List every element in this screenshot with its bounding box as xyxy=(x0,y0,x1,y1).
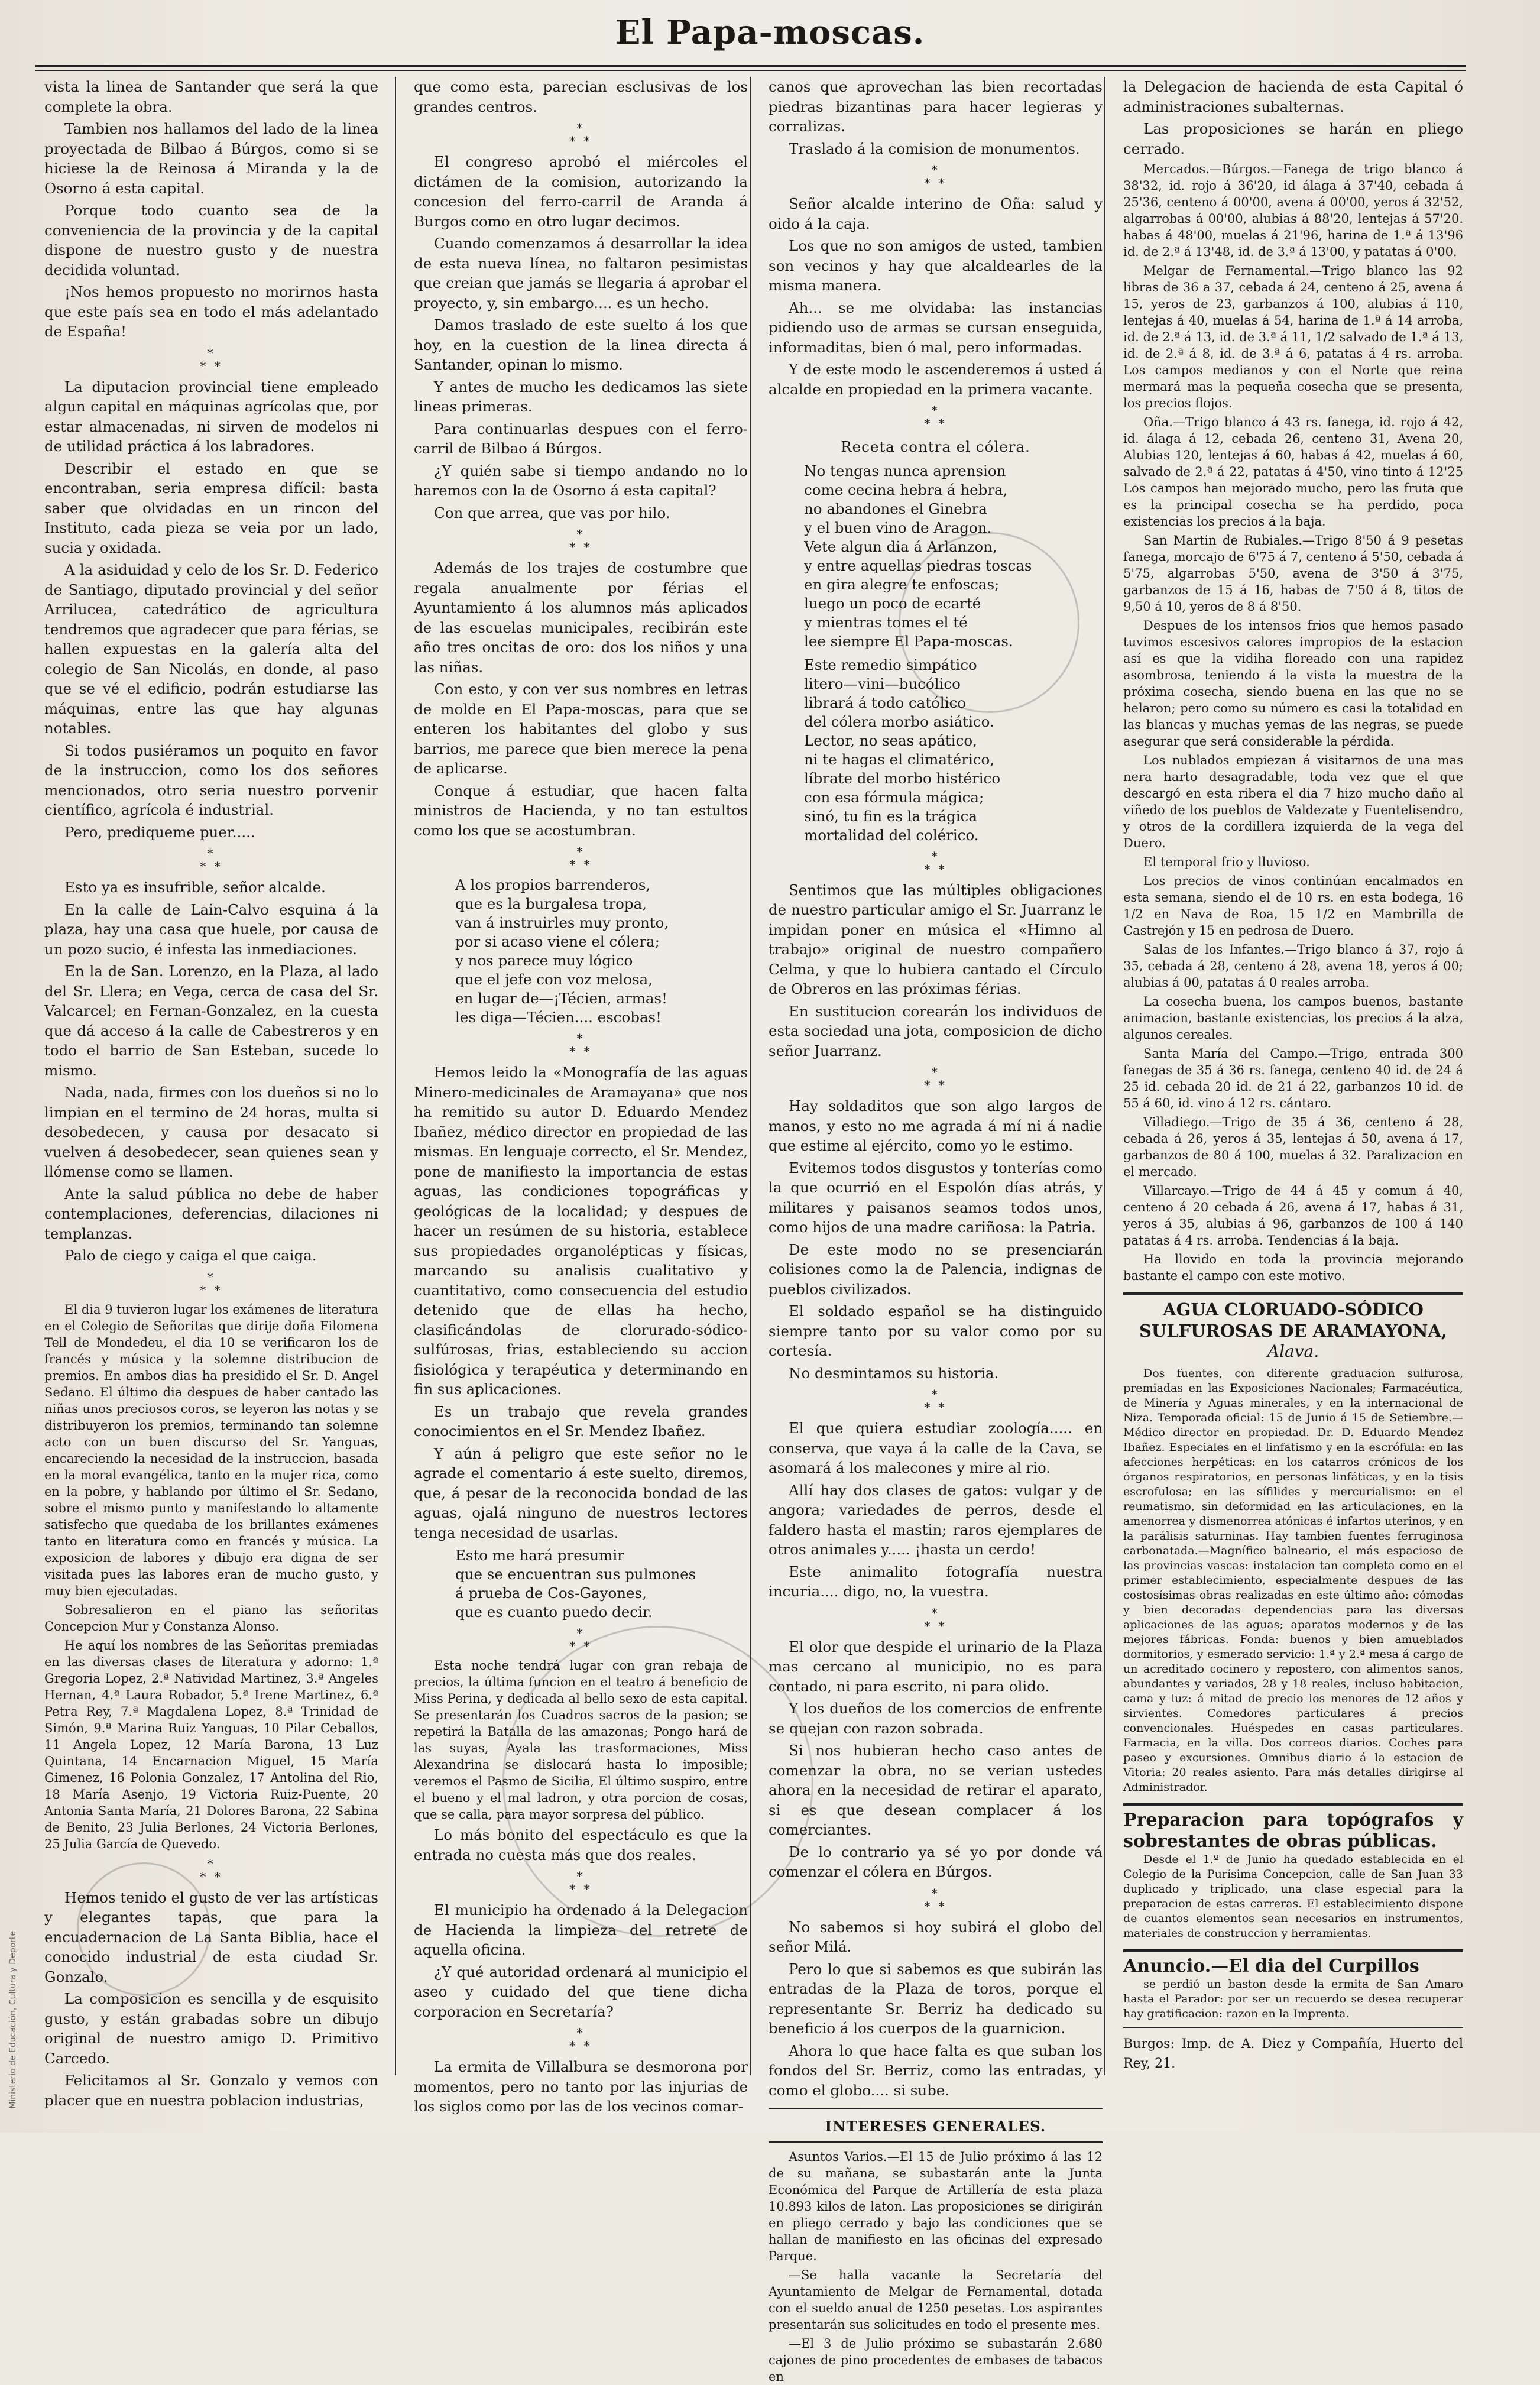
verse-line: Lector, no seas apático, xyxy=(804,731,977,749)
market-report: Despues de los intensos frios que hemos pasado tuvimos escesivos calores impropios de la estacion así es que la vidiha floreado con una rapidez asombrosa, teniendo á la vista la muestra de la próxima cosecha, siendo buena en las que no se helaron; pero como su número es casi la totalidad en las blancas y muchas yemas de las negras, se puede asegurar que será considerable la pérdida. xyxy=(1123,618,1463,748)
ad-aramayona-subtitle: Alava. xyxy=(1267,1341,1319,1361)
article-paragraph: Ante la salud pública no debe de haber contemplaciones, deferencias, dilaciones ni templanzas. xyxy=(44,1185,378,1242)
column-3 xyxy=(769,77,1103,2384)
verse-line: y entre aquellas piedras toscas xyxy=(804,556,1032,574)
article-paragraph: Hemos leido la «Monografía de las aguas Minero-medicinales de Aramayana» que nos ha remitido su autor D. Eduardo Mendez Ibañez, médico director en propiedad de las mismas. En lenguaje correcto, el Sr. Mendez, pone de manifiesto la importancia de estas aguas, las condiciones topográficas y geológicas de la localidad; y despues de hacer un resúmen de su historia, establece sus propiedades organolépticas y físicas, marcando su analisis cualitativo y cuantitativo, como consecuencia del estudio detenido que de ellas ha hecho, clasificándolas de clorurado-sódico-sulfúrosas, frias, estableciendo su accion fisiológica y terapéutica y determinando en fin sus aplicaciones. xyxy=(414,1064,748,1398)
separator-asterisks: * * * xyxy=(200,1269,223,1297)
market-report: Melgar de Fernamental.—Trigo blanco las 92 libras de 36 a 37, cebada á 24, centeno á 25, avena á 15, yeros de 23, garbanzos á 100, alubias á 110, lentejas á 40, muelas á 54, harina de 1.ª á 14 arroba, id. de 2.ª á 13, id. de 3.ª á 11, 1/2 salvado de 1.ª á 13, id. de 2.ª á 8, id. de 3.ª á 6, patatas á 4 rs. arroba. Los campos medianos y con el Norte que reina mermará mas la pequeña cosecha que se presenta, los precios flojos. xyxy=(1123,264,1463,410)
verse-line: luego un poco de ecarté xyxy=(804,594,981,612)
verse-line: lee siempre El Papa-moscas. xyxy=(804,632,1013,650)
verse-line: que es cuanto puedo decir. xyxy=(455,1603,653,1621)
verse-line: con esa fórmula mágica; xyxy=(804,788,984,806)
market-report: San Martin de Rubiales.—Trigo 8'50 á 9 pesetas fanega, morcajo de 6'75 á 7, centeno á 5'50, cebada á 5'75, algarrobas 5'50, avena de 3'50 á 3'75, garbanzos de 15 á 16, habas de 7'50 á 8, titos de 9,50 á 10, yeros de 8 á 8'50. xyxy=(1123,533,1463,614)
separator-asterisks: * * * xyxy=(924,163,947,190)
verse-line: librará á todo católico xyxy=(804,694,967,711)
article-paragraph: Cuando comenzamos á desarrollar la idea de esta nueva línea, no faltaron pesimistas que creian que jamás se llegaria á aprobar el proyecto, y, sin embargo.... es un hecho. xyxy=(414,235,748,312)
verse-receta xyxy=(769,462,1103,845)
verse-barrenderos xyxy=(414,876,748,1027)
verse-pulmones xyxy=(414,1546,748,1622)
article-paragraph: He aquí los nombres de las Señoritas premiadas en las diversas clases de literatura y adorno: 1.ª Gregoria Lopez, 2.ª Natividad Martinez, 3.ª Angeles Hernan, 4.ª Laura Robador, 5.ª Irene Martinez, 6.ª Petra Rey, 7.ª Magdalena Lopez, 8.ª Trinidad de Simón, 9.ª Marina Ruiz Yanguas, 10 Pilar Ceballos, 11 Angela Lopez, 12 María Barona, 13 Luz Quintana, 14 Encarnacion Miguel, 15 María Gimenez, 16 Polonia Gonzalez, 17 Antolina del Rio, 18 María Asenjo, 19 Victoria Ruiz-Puente, 20 Antonia Santa María, 21 Dolores Barona, 22 Sabina de Benito, 23 Julia Berlones, 24 Victoria Berlones, 25 Julia García de Quevedo. xyxy=(44,1638,378,1851)
verse-line: come cecina hebra á hebra, xyxy=(804,481,1008,498)
verse-line: y mientras tomes el té xyxy=(804,613,968,631)
column-rule-2 xyxy=(750,77,751,2075)
article-paragraph: Pero lo que si sabemos es que subirán las entradas de la Plaza de toros, porque el representante Sr. Berriz ha dedicado su beneficio á los cuerpos de la guarnicion. xyxy=(769,1960,1103,2037)
market-report: Villarcayo.—Trigo de 44 á 45 y comun á 40, centeno á 20 cebada á 26, avena á 17, habas á 31, yeros á 35, alubias á 96, garbanzos de 100 á 140 patatas á 4 rs. arroba. Tendencias á la baja. xyxy=(1123,1184,1463,1247)
article-paragraph: La composicion es sencilla y de esquisito gusto, y están grabadas sobre un dibujo original de nuestro amigo D. Primitivo Carcedo. xyxy=(44,1990,378,2067)
article-paragraph: ¿Y quién sabe si tiempo andando no lo haremos con la de Osorno á esta capital? xyxy=(414,462,748,499)
article-paragraph: Si todos pusiéramos un poquito en favor de la instruccion, como los dos señores mencionados, otro seria nuestro porvenir científico, agrícola é industrial. xyxy=(44,741,378,818)
article-paragraph: En sustitucion corearán los individuos de esta sociedad una jota, composicion de dicho señor Juarranz. xyxy=(769,1002,1103,1059)
article-paragraph: Allí hay dos clases de gatos: vulgar y de angora; variedades de perros, desde el faldero hasta el mastin; raros ejemplares de otros animales y..... ¡hasta un cerdo! xyxy=(769,1481,1103,1558)
separator-asterisks: * * * xyxy=(200,846,223,873)
article-paragraph: Los que no son amigos de usted, tambien son vecinos y hay que alcaldearles de la misma manera. xyxy=(769,237,1103,294)
ad-rule xyxy=(1123,1803,1463,1806)
verse-line: no abandones el Ginebra xyxy=(804,500,987,517)
article-paragraph: Esto ya es insufrible, señor alcalde. xyxy=(64,879,326,896)
article-paragraph: El soldado español se ha distinguido siempre tanto por su valor como por su cortesía. xyxy=(769,1302,1103,1359)
article-paragraph: Para continuarlas despues con el ferro-carril de Bilbao á Búrgos. xyxy=(414,420,748,457)
market-report: El temporal frio y lluvioso. xyxy=(1143,855,1310,869)
verse-line: y el buen vino de Aragon. xyxy=(804,519,992,536)
separator-asterisks: * * * xyxy=(569,1031,592,1058)
verse-line: mortalidad del colérico. xyxy=(804,826,979,844)
article-paragraph: No sabemos si hoy subirá el globo del señor Milá. xyxy=(769,1918,1103,1955)
verse-line: No tengas nunca aprension xyxy=(804,462,1006,479)
column-1 xyxy=(44,77,378,2109)
article-paragraph: En la calle de Lain-Calvo esquina á la plaza, hay una casa que huele, por causa de un pozo sucio, é infesta las inmediaciones. xyxy=(44,900,378,958)
article-paragraph: Esta noche tendrá lugar con gran rebaja de precios, la última funcion en el teatro á beneficio de Miss Perina, y dedicada al bello sexo de esta capital. Se presentarán los Cuadros sacros de la pasion; se repetirá la Batalla de las amazonas; Pongo hará de las suyas, Ayala las trasformaciones, Miss Alexandrina se dislocará hasta lo imposible; veremos el Pasmo de Sicilia, El último suspiro, entre el bueno y el mal ladron, y otra porcion de cosas, que se calla, para mayor sorpresa del público. xyxy=(414,1658,748,1822)
article-paragraph: Con esto, y con ver sus nombres en letras de molde en El Papa-moscas, para que se enteren los habitantes del globo y sus barrios, me parece que bien merece la pena de aplicarse. xyxy=(414,680,748,777)
ad-topografos-title: Preparacion para topógrafos y sobrestantes de obras públicas. xyxy=(1123,1809,1463,1852)
recipe-title: Receta contra el cólera. xyxy=(841,438,1030,455)
article-paragraph: Describir el estado en que se encontraban, seria empresa difícil: basta saber que olvidadas en un rincon del Instituto, cada pieza se veia por un lado, sucia y oxidada. xyxy=(44,459,378,556)
article-paragraph: Y de este modo le ascenderemos á usted á alcalde en propiedad en la primera vacante. xyxy=(769,361,1103,398)
article-paragraph: —Se halla vacante la Secretaría del Ayuntamiento de Melgar de Fernamental, dotada con el sueldo anual de 1250 pesetas. Los aspirantes presentarán sus solicitudes en todo el presente mes. xyxy=(769,2267,1103,2332)
verse-line: Esto me hará presumir xyxy=(455,1547,624,1564)
ad-rule xyxy=(1123,1292,1463,1295)
article-paragraph: De lo contrario ya sé yo por donde vá comenzar el cólera en Búrgos. xyxy=(769,1843,1103,1880)
article-paragraph: Y los dueños de los comercios de enfrente se quejan con razon sobrada. xyxy=(769,1700,1103,1737)
ad-topografos-body: Desde el 1.º de Junio ha quedado establecida en el Colegio de la Purísima Concepcion, calle de San Juan 33 duplicado y triplicado, una clase especial para la preparacion de estas carreras. El establecimiento dispone de cuantos elementos sean necesarios en instrumentos, materiales de construccion y herramientas. xyxy=(1123,1852,1463,1940)
market-report: Los precios de vinos continúan encalmados en esta semana, siendo el de 10 rs. en esta bodega, 16 1/2 en Nava de Roa, 15 1/2 en Mambrilla de Castrejón y 15 en pedrosa de Duero. xyxy=(1123,874,1463,938)
digitization-credit: Ministerio de Educación, Cultura y Deporte xyxy=(8,1931,18,2109)
verse-line: en lugar de—¡Técien, armas! xyxy=(455,990,667,1007)
ad-aramayona-body: Dos fuentes, con diferente graduacion sulfurosa, premiadas en las Exposiciones Nacionales; Farmacéutica, de Minería y Aguas minerales, y en la internacional de Niza. Temporada oficial: 15 de Junio á 15 de Setiembre.—Médico director en propiedad. Dr. D. Eduardo Mendez Ibañez. Especiales en el linfatismo y en la escrófula: en las afecciones herpéticas: en los catarros crónicos de los órganos respiratorios, en personas linfáticas, y en la tisis escrofulosa; en las sífilides y mercurialismo: en el reumatismo, sin deformidad en las articulaciones, en la amenorrea y dismenorrea atónicas é infartos uterinos, y en la parálisis saturninas. Hay tambien fuentes ferruginosa carbonatada.—Magnífico balneario, el más espacioso de las provincias vascas: instalacion tan completa como en el primer establecimiento, especialmente despues de las costosísimas obras realizadas en este último año: cómodas y bien decoradas dependencias para las diversas aplicaciones de las aguas; aparatos modernos y de las mejores fábricas. Fonda: buenos y bien amueblados dormitorios, y esmerado servicio: 1.ª y 2.ª mesa á cargo de un acreditado cocinero y repostero, con alimentos sanos, abundantes y variados, 28 y 18 reales, incluso habitacion, cama y luz: á mitad de precio los menores de 12 años y sirvientes. Comedores particulares á precios convencionales. Huéspedes en casas particulares. Farmacia, en la villa. Dos correos diarios. Coches para paseo y excursiones. Omnibus diario á la estacion de Vitoria: 20 reales asiento. Para más detalles dirigirse al Administrador. xyxy=(1123,1366,1463,1794)
article-paragraph: canos que aprovechan las bien recortadas piedras bizantinas para hacer legieras y corralizas. xyxy=(769,78,1103,135)
verse-line: A los propios barrenderos, xyxy=(455,876,651,893)
article-paragraph: la Delegacion de hacienda de esta Capital ó administraciones subalternas. xyxy=(1123,78,1463,115)
market-report: Mercados.—Búrgos.—Fanega de trigo blanco á 38'32, id. rojo á 36'20, id álaga á 37'40, cebada á 25'36, centeno á 00'00, avena á 00'00, yeros á 32'52, algarrobas á 00'00, alubias á 88'20, lentejas á 57'20. habas á 48'00, muelas á 21'96, harina de 1.ª á 13'96 id. de 2.ª á 13'48, id. de 3.ª á 13'00, y patatas á 0'00. xyxy=(1123,162,1463,259)
article-paragraph: Es un trabajo que revela grandes conocimientos en el Sr. Mendez Ibañez. xyxy=(414,1402,748,1440)
separator-asterisks: * * * xyxy=(569,1626,592,1653)
article-paragraph: Sobresalieron en el piano las señoritas Concepcion Mur y Constanza Alonso. xyxy=(44,1602,378,1634)
article-paragraph: Hay soldaditos que son algo largos de manos, y esto no me agrada á mí ni á nadie que estime al ejército, como yo le estimo. xyxy=(769,1097,1103,1154)
article-paragraph: En la de San. Lorenzo, en la Plaza, al lado del Sr. Llera; en Vega, cerca de casa del Sr. Valcarcel; en Fernan-Gonzalez, en la cuesta que dá acceso á la calle de Cabestreros y en todo el barrio de San Esteban, sucede lo mismo. xyxy=(44,963,378,1079)
separator-asterisks: * * * xyxy=(200,345,223,373)
verse-line: Este remedio simpático xyxy=(804,656,977,673)
separator-asterisks: * * * xyxy=(569,121,592,148)
article-paragraph: A la asiduidad y celo de los Sr. D. Federico de Santiago, diputado provincial y del señor Arrilucea, catedrático de agricultura tendremos que agradecer que para férias, se hallen expuestas en la galería alta del colegio de San Nicolás, en donde, al paso que se vé el edificio, podrán estudiarse las máquinas, entre las que hay algunas notables. xyxy=(44,561,378,737)
article-paragraph: No desmintamos su historia. xyxy=(789,1364,999,1382)
ad-curpillos-body: se perdió un baston desde la ermita de San Amaro hasta el Parador: por ser un recuerdo se desea recuperar hay gratificacion: razon en la Imprenta. xyxy=(1123,1977,1463,2020)
separator-asterisks: * * * xyxy=(924,848,947,876)
verse-line: líbrate del morbo histérico xyxy=(804,769,1001,787)
verse-line: en gira alegre te enfoscas; xyxy=(804,575,1000,593)
article-paragraph: El congreso aprobó el miércoles el dictámen de la comision, autorizando la concesion del ferro-carril de Aranda á Burgos como en otro lugar decimos. xyxy=(414,153,748,230)
article-paragraph: Además de los trajes de costumbre que regala anualmente por férias el Ayuntamiento á los alumnos más aplicados de las escuelas municipales, recibirán este año tres oncitas de oro: dos los niños y una las niñas. xyxy=(414,559,748,676)
article-paragraph: Con que arrea, que vas por hilo. xyxy=(434,504,670,521)
article-paragraph: Felicitamos al Sr. Gonzalo y vemos con placer que en nuestra poblacion industrias, xyxy=(44,2072,378,2109)
article-paragraph: Asuntos Varios.—El 15 de Julio próximo á las 12 de su mañana, se subastarán ante la Junta Económica del Parque de Artillería de esta plaza 10.893 kilos de laton. Las proposiciones se dirigirán en pliego cerrado y bajo las condiciones que se hallan de manifiesto en las oficinas del expresado Parque. xyxy=(769,2149,1103,2263)
verse-line: por si acaso viene el cólera; xyxy=(455,933,660,950)
separator-asterisks: * * * xyxy=(924,1605,947,1633)
masthead-rule xyxy=(35,65,1466,67)
article-paragraph: Hemos tenido el gusto de ver las artísticas y elegantes tapas, que para la encuadernacion de La Santa Biblia, hace el conocido industrial de esta ciudad Sr. Gonzalo. xyxy=(44,1888,378,1985)
separator-asterisks: * * * xyxy=(569,527,592,554)
market-report: Oña.—Trigo blanco á 43 rs. fanega, id. rojo á 42, id. álaga á 12, cebada 26, centeno 31, Avena 20, Alubias 120, lentejas á 60, habas á 42, muelas á 60, salvado de 2.ª á 22, patatas á 4'50, vino tinto á 12'25 Los campos han mejorado mucho, pero las fruta que es la principal cosecha se ha perdido, poca existencias los precios á la baja. xyxy=(1123,415,1463,529)
ad-rule xyxy=(1123,1949,1463,1952)
section-heading: INTERESES GENERALES. xyxy=(825,2118,1046,2135)
article-paragraph: Conque á estudiar, que hacen falta ministros de Hacienda, y no tan estultos como los que se acostumbran. xyxy=(414,782,748,839)
column-rule-3 xyxy=(1104,77,1105,2075)
article-paragraph: Y antes de mucho les dedicamos las siete lineas primeras. xyxy=(414,378,748,415)
verse-line: que se encuentran sus pulmones xyxy=(455,1566,696,1583)
article-paragraph: ¡Nos hemos propuesto no morirnos hasta que este país sea en todo el más adelantado de España! xyxy=(44,283,378,340)
article-paragraph: El olor que despide el urinario de la Plaza mas cercano al municipio, no es para contado, ni para escrito, ni para olido. xyxy=(769,1638,1103,1695)
imprint-rule xyxy=(1123,2027,1463,2028)
verse-line: les diga—Técien.... escobas! xyxy=(455,1009,662,1026)
article-paragraph: Traslado á la comision de monumentos. xyxy=(789,140,1080,157)
verse-line: que el jefe con voz melosa, xyxy=(455,971,653,988)
article-paragraph: que como esta, parecian esclusivas de los grandes centros. xyxy=(414,78,748,115)
ad-aramayona-title: AGUA CLORUADO-SÓDICO SULFUROSAS DE ARAMAYONA, xyxy=(1139,1300,1448,1341)
article-paragraph: Ah... se me olvidaba: las instancias pidiendo uso de armas se cursan enseguida, informaditas, bien ó mal, pero informadas. xyxy=(769,299,1103,356)
article-paragraph: La ermita de Villalbura se desmorona por momentos, pero no tanto por las injurias de los siglos como por las de los vecinos comar- xyxy=(414,2058,748,2115)
article-paragraph: Pero, prediqueme puer..... xyxy=(64,823,255,841)
article-paragraph: Sentimos que las múltiples obligaciones de nuestro particular amigo el Sr. Juarranz le impidan poner en música el «Himno al trabajo» original de nuestro compañero Celma, y que lo hubiera cantado el Círculo de Obreros en las próximas férias. xyxy=(769,881,1103,997)
section-rule xyxy=(769,2141,1103,2143)
article-paragraph: Y aún á peligro que este señor no le agrade el comentario á este suelto, diremos, que, á pesar de la reconocida bondad de las aguas, ojalá ninguno de nuestros lectores tenga necesidad de usarlas. xyxy=(414,1444,748,1541)
market-report: Santa María del Campo.—Trigo, entrada 300 fanegas de 35 á 36 rs. fanega, centeno 40 id. de 24 á 25 id. cebada 20 id. de 21 á 22, garbanzos 10 id. de 55 á 60, id. vino á 12 rs. cántaro. xyxy=(1123,1046,1463,1110)
article-paragraph: Palo de ciego y caiga el que caiga. xyxy=(64,1247,317,1264)
article-paragraph: Porque todo cuanto sea de la conveniencia de la provincia y de la capital dispone de nuestro gusto y de nuestra decidida voluntad. xyxy=(44,202,378,278)
separator-asterisks: * * * xyxy=(200,1856,223,1884)
market-report: Ha llovido en toda la provincia mejorando bastante el campo con este motivo. xyxy=(1123,1252,1463,1283)
article-paragraph: ¿Y qué autoridad ordenará al municipio el aseo y cuidado del que tiene dicha corporacion en Secretaría? xyxy=(414,1963,748,2020)
verse-line: á prueba de Cos-Gayones, xyxy=(455,1584,647,1602)
ad-curpillos-title: Anuncio.—El dia del Curpillos xyxy=(1123,1955,1419,1976)
article-paragraph: Si nos hubieran hecho caso antes de comenzar la obra, no se verian ustedes ahora en la necesidad de retirar el aparato, si es que desean complacer á los comerciantes. xyxy=(769,1742,1103,1838)
article-paragraph: El dia 9 tuvieron lugar los exámenes de literatura en el Colegio de Señoritas que dirije doña Filomena Tell de Mondedeu, el dia 10 se verificaron los de francés y música y la solemne distribucion de premios. En ambos dias ha presidido el Sr. D. Angel Sedano. El último dia despues de haber cantado las niñas unos preciosos coros, se leyeron las notas y se distribuyeron los premios, terminando tan solemne acto con un buen discurso del Sr. Yanguas, encareciendo la necesidad de la instruccion, basada en la moral evangélica, tanto en la mujer rica, como en la pobre, y hablando por último el Sr. Sedano, sobre el mismo punto y manifestando lo altamente satisfecho que quedaba de los brillantes exámenes tanto en literatura como en francés y música. La exposicion de labores y dibujo era digna de ser visitada pues las labores eran de mucho gusto, y muy bien ejecutadas. xyxy=(44,1302,378,1598)
article-paragraph: Las proposiciones se harán en pliego cerrado. xyxy=(1123,120,1463,157)
article-paragraph: vista la linea de Santander que será la que complete la obra. xyxy=(44,78,378,115)
verse-line: van á instruirles muy pronto, xyxy=(455,914,669,931)
article-paragraph: De este modo no se presenciarán colisiones como la de Palencia, indignas de pueblos civilizados. xyxy=(769,1240,1103,1298)
article-paragraph: —El 3 de Julio próximo se subastarán 2.680 cajones de pino procedentes de embases de tabacos en xyxy=(769,2336,1103,2384)
article-paragraph: Tambien nos hallamos del lado de la linea proyectada de Bilbao á Búrgos, como si se hiciese la de Reinosa á Miranda y la de Osorno á esta capital. xyxy=(44,120,378,197)
article-paragraph: La diputacion provincial tiene empleado algun capital en máquinas agrícolas que, por estar almacenadas, ni sirven de modelos ni de utilidad práctica á los labradores. xyxy=(44,378,378,455)
market-report: Los nublados empiezan á visitarnos de una mas nera harto desagradable, toda vez que el que descargó en esta ribera el dia 7 hizo mucho daño al viñedo de los pueblos de Valdezate y Fuentelisendro, y otros de la cordillera izquierda de la vega del Duero. xyxy=(1123,753,1463,850)
market-report: Villadiego.—Trigo de 35 á 36, centeno á 28, cebada á 26, yeros á 35, lentejas á 50, avena á 17, garbanzos de 80 á 100, muelas á 32. Paralizacion en el mercado. xyxy=(1123,1115,1463,1179)
column-rule-1 xyxy=(395,77,396,2075)
section-rule xyxy=(769,2108,1103,2109)
verse-line: sinó, tu fin es la trágica xyxy=(804,807,977,825)
verse-line: que es la burgalesa tropa, xyxy=(455,895,647,912)
separator-asterisks: * * * xyxy=(569,844,592,871)
column-4 xyxy=(1123,77,1463,2075)
article-paragraph: El que quiera estudiar zoología..... en conserva, que vaya á la calle de la Cava, se asomará á los malecones y mire al rio. xyxy=(769,1420,1103,1476)
verse-line: del cólera morbo asiático. xyxy=(804,712,994,730)
verse-line: litero—vini—bucólico xyxy=(804,675,961,692)
separator-asterisks: * * * xyxy=(569,2026,592,2053)
market-report: Salas de los Infantes.—Trigo blanco á 37, rojo á 35, cebada á 28, centeno á 28, avena 18, yeros á 00; alubias á 00, patatas á 0 reales arroba. xyxy=(1123,942,1463,990)
separator-asterisks: * * * xyxy=(924,1387,947,1414)
article-paragraph: Ahora lo que hace falta es que suban los fondos del Sr. Berriz, como las entradas, y como el globo.... si sube. xyxy=(769,2041,1103,2099)
masthead-rule-thin xyxy=(35,70,1466,71)
article-paragraph: Lo más bonito del espectáculo es que la entrada no cuesta más que dos reales. xyxy=(414,1826,748,1864)
market-report: La cosecha buena, los campos buenos, bastante animacion, bastante existencias, los precios á la alza, algunos cereales. xyxy=(1123,994,1463,1042)
article-paragraph: Este animalito fotografía nuestra incuria.... digo, no, la vuestra. xyxy=(769,1563,1103,1600)
masthead: El Papa-moscas. xyxy=(615,13,925,52)
separator-asterisks: * * * xyxy=(924,1885,947,1913)
separator-asterisks: * * * xyxy=(569,1869,592,1896)
verse-line: ni te hagas el climatérico, xyxy=(804,750,995,768)
article-paragraph: Señor alcalde interino de Oña: salud y oido á la caja. xyxy=(769,195,1103,232)
column-2 xyxy=(414,77,748,2115)
separator-asterisks: * * * xyxy=(924,1065,947,1092)
verse-line: Vete algun dia á Arlanzon, xyxy=(804,537,997,555)
article-paragraph: Damos traslado de este suelto á los que hoy, en la cuestion de la linea directa á Santander, opinan lo mismo. xyxy=(414,316,748,373)
article-paragraph: Evitemos todos disgustos y tonterías como la que ocurrió en el Espolón días atrás, y militares y paisanos seamos todos unos, como hijos de una madre cariñosa: la Patria. xyxy=(769,1159,1103,1236)
article-paragraph: El municipio ha ordenado á la Delegacion de Hacienda la limpieza del retrete de aquella oficina. xyxy=(414,1901,748,1958)
verse-line: y nos parece muy lógico xyxy=(455,952,633,969)
separator-asterisks: * * * xyxy=(924,403,947,430)
article-paragraph: Nada, nada, firmes con los dueños si no lo limpian en el termino de 24 horas, multa si desobedecen, y causa por desacato si vuelven á desobedecer, sean quienes sean y llómense como se llamen. xyxy=(44,1084,378,1180)
imprint: Burgos: Imp. de A. Diez y Compañía, Huerto del Rey, 21. xyxy=(1123,2036,1463,2071)
